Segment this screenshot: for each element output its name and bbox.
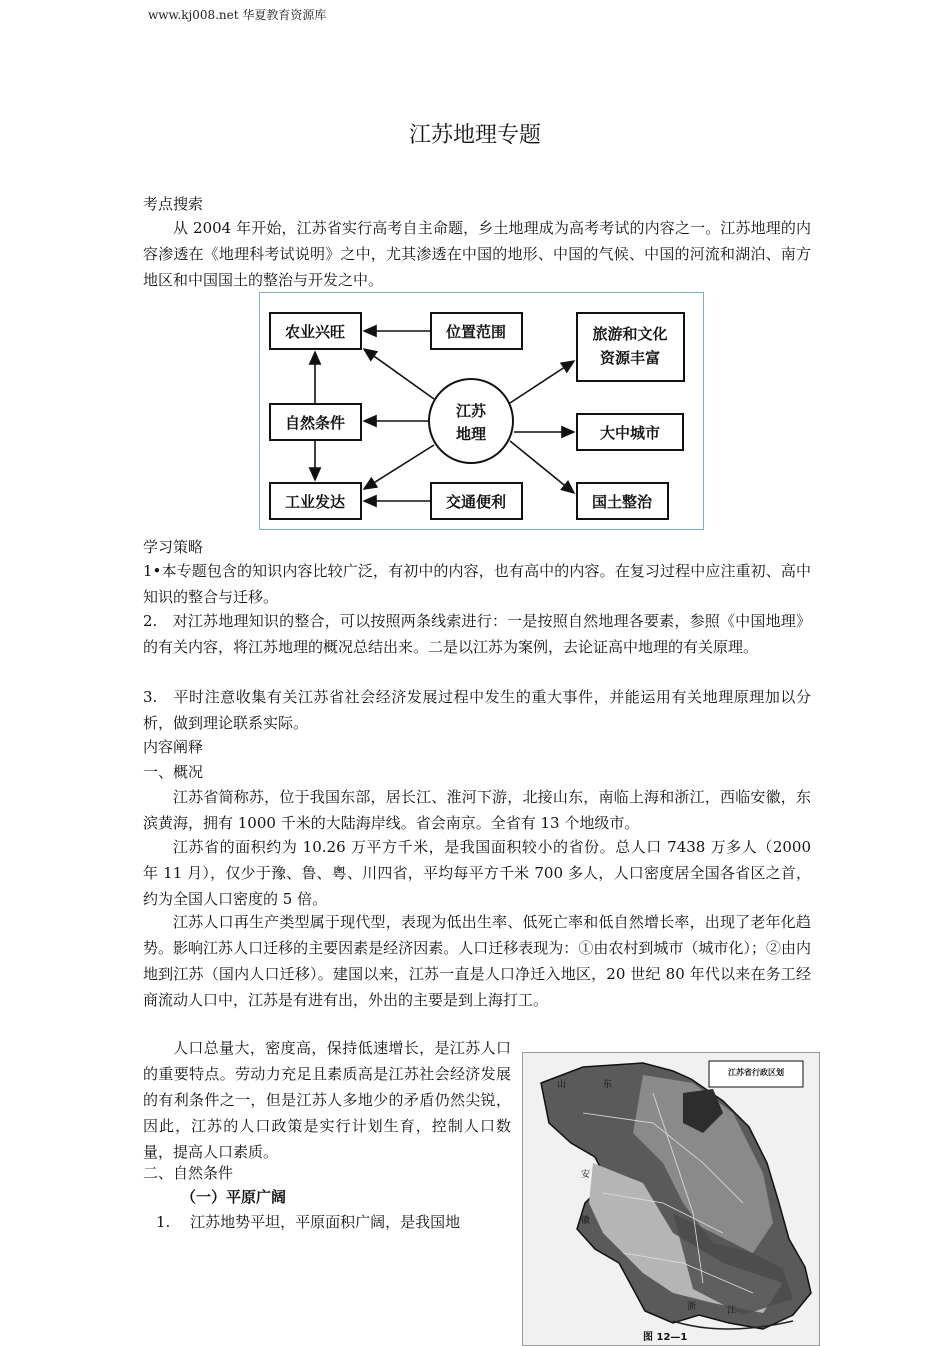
- paragraph-kaodian: 从 2004 年开始，江苏省实行高考自主命题，乡土地理成为高考考试的内容之一。江苏地理的内容渗透在《地理科考试说明》之中，尤其渗透在中国的地形、中国的气候、中国的河流和湖泊、南方地区和中国国土的整治与开发之中。: [143, 219, 811, 289]
- arrow-center-nongye: [364, 349, 434, 399]
- map-title: 江苏省行政区划: [728, 1068, 784, 1077]
- map-label-4: 浙: [687, 1302, 697, 1312]
- map-label-1: 东: [603, 1080, 613, 1090]
- map-label-3: 徽: [581, 1216, 591, 1226]
- source-header: www.kj008.net 华夏教育资源库: [148, 8, 327, 22]
- arrow-center-gongye: [364, 445, 434, 489]
- node-guotu: 国土整治: [591, 493, 653, 511]
- page-title: 江苏地理专题: [408, 123, 541, 148]
- paragraph-pingyuan-1: 1. 江苏地势平坦，平原面积广阔，是我国地: [156, 1213, 461, 1231]
- map-label-0: 山: [557, 1080, 567, 1090]
- jiangsu-geography-diagram: [259, 292, 704, 530]
- map-caption: 图 12—1: [643, 1332, 688, 1343]
- subheading-pingyuan: （一）平原广阔: [181, 1188, 287, 1206]
- arrow-center-lvyou: [510, 361, 574, 403]
- paragraph-celue-2: 2. 对江苏地理知识的整合，可以按照两条线索进行：一是按照自然地理各要素，参照《中国地理》的有关内容，将江苏地理的概况总结出来。二是以江苏为案例，去论证高中地理的有关原理。: [143, 612, 811, 656]
- paragraph-celue-3: 3. 平时注意收集有关江苏省社会经济发展过程中发生的重大事件，并能运用有关地理原理加以分析，做到理论联系实际。: [143, 688, 811, 732]
- paragraph-gaikuang-1: 江苏省简称苏，位于我国东部，居长江、淮河下游，北接山东，南临上海和浙江，西临安徽，东滨黄海，拥有 1000 千米的大陆海岸线。省会南京。全省有 13 个地级市。: [143, 788, 811, 832]
- section-heading-celue: 学习策略: [143, 538, 204, 556]
- center-circle: [429, 379, 513, 463]
- paragraph-celue-1: 1•本专题包含的知识内容比较广泛，有初中的内容，也有高中的内容。在复习过程中应注重初、高中知识的整合与迁移。: [143, 562, 811, 606]
- paragraph-gaikuang-4: 人口总量大，密度高，保持低速增长，是江苏人口的重要特点。劳动力充足且素质高是江苏社会经济发展的有利条件之一，但是江苏人多地少的矛盾仍然尖锐，因此，江苏的人口政策是实行计划生育，控制人口数量，提高人口素质。: [143, 1039, 511, 1161]
- node-dazhong: 大中城市: [599, 424, 661, 442]
- node-lvyou-line2: 资源丰富: [599, 349, 661, 367]
- paragraph-gaikuang-2: 江苏省的面积约为 10.26 万平方千米，是我国面积较小的省份。总人口 7438 万多人（2000 年 11 月），仅少于豫、鲁、粤、川四省，平均每平方千米 700 多人，人口密度居全国各省区之首，约为全国人口密度的 5 倍。: [143, 838, 811, 908]
- center-line2: 地理: [455, 425, 487, 443]
- node-lvyou-line1: 旅游和文化: [592, 325, 668, 343]
- node-jiaotong: 交通便利: [445, 493, 507, 511]
- map-label-2: 安: [581, 1170, 591, 1180]
- node-lvyou-box: [577, 313, 684, 381]
- section-heading-gaikuang: 一、概况: [143, 763, 204, 781]
- node-ziran: 自然条件: [284, 414, 346, 432]
- node-gongye: 工业发达: [284, 493, 346, 511]
- jiangsu-admin-map: [522, 1052, 820, 1346]
- section-heading-neirong: 内容阐释: [143, 738, 204, 756]
- map-label-5: 江: [727, 1306, 737, 1316]
- center-line1: 江苏: [455, 402, 487, 420]
- node-nongye: 农业兴旺: [284, 323, 346, 341]
- paragraph-gaikuang-3: 江苏人口再生产类型属于现代型，表现为低出生率、低死亡率和低自然增长率，出现了老年化趋势。影响江苏人口迁移的主要因素是经济因素。人口迁移表现为：①由农村到城市（城市化）；②由内地到江苏（国内人口迁移）。建国以来，江苏一直是人口净迁入地区，20 世纪 80 年代以来在务工经商流动人口中，江苏是有进有出，外出的主要是到上海打工。: [143, 913, 811, 1009]
- section-heading-kaodian: 考点搜索: [143, 195, 204, 213]
- node-weizhi: 位置范围: [445, 323, 507, 341]
- section-heading-ziran: 二、自然条件: [143, 1164, 234, 1182]
